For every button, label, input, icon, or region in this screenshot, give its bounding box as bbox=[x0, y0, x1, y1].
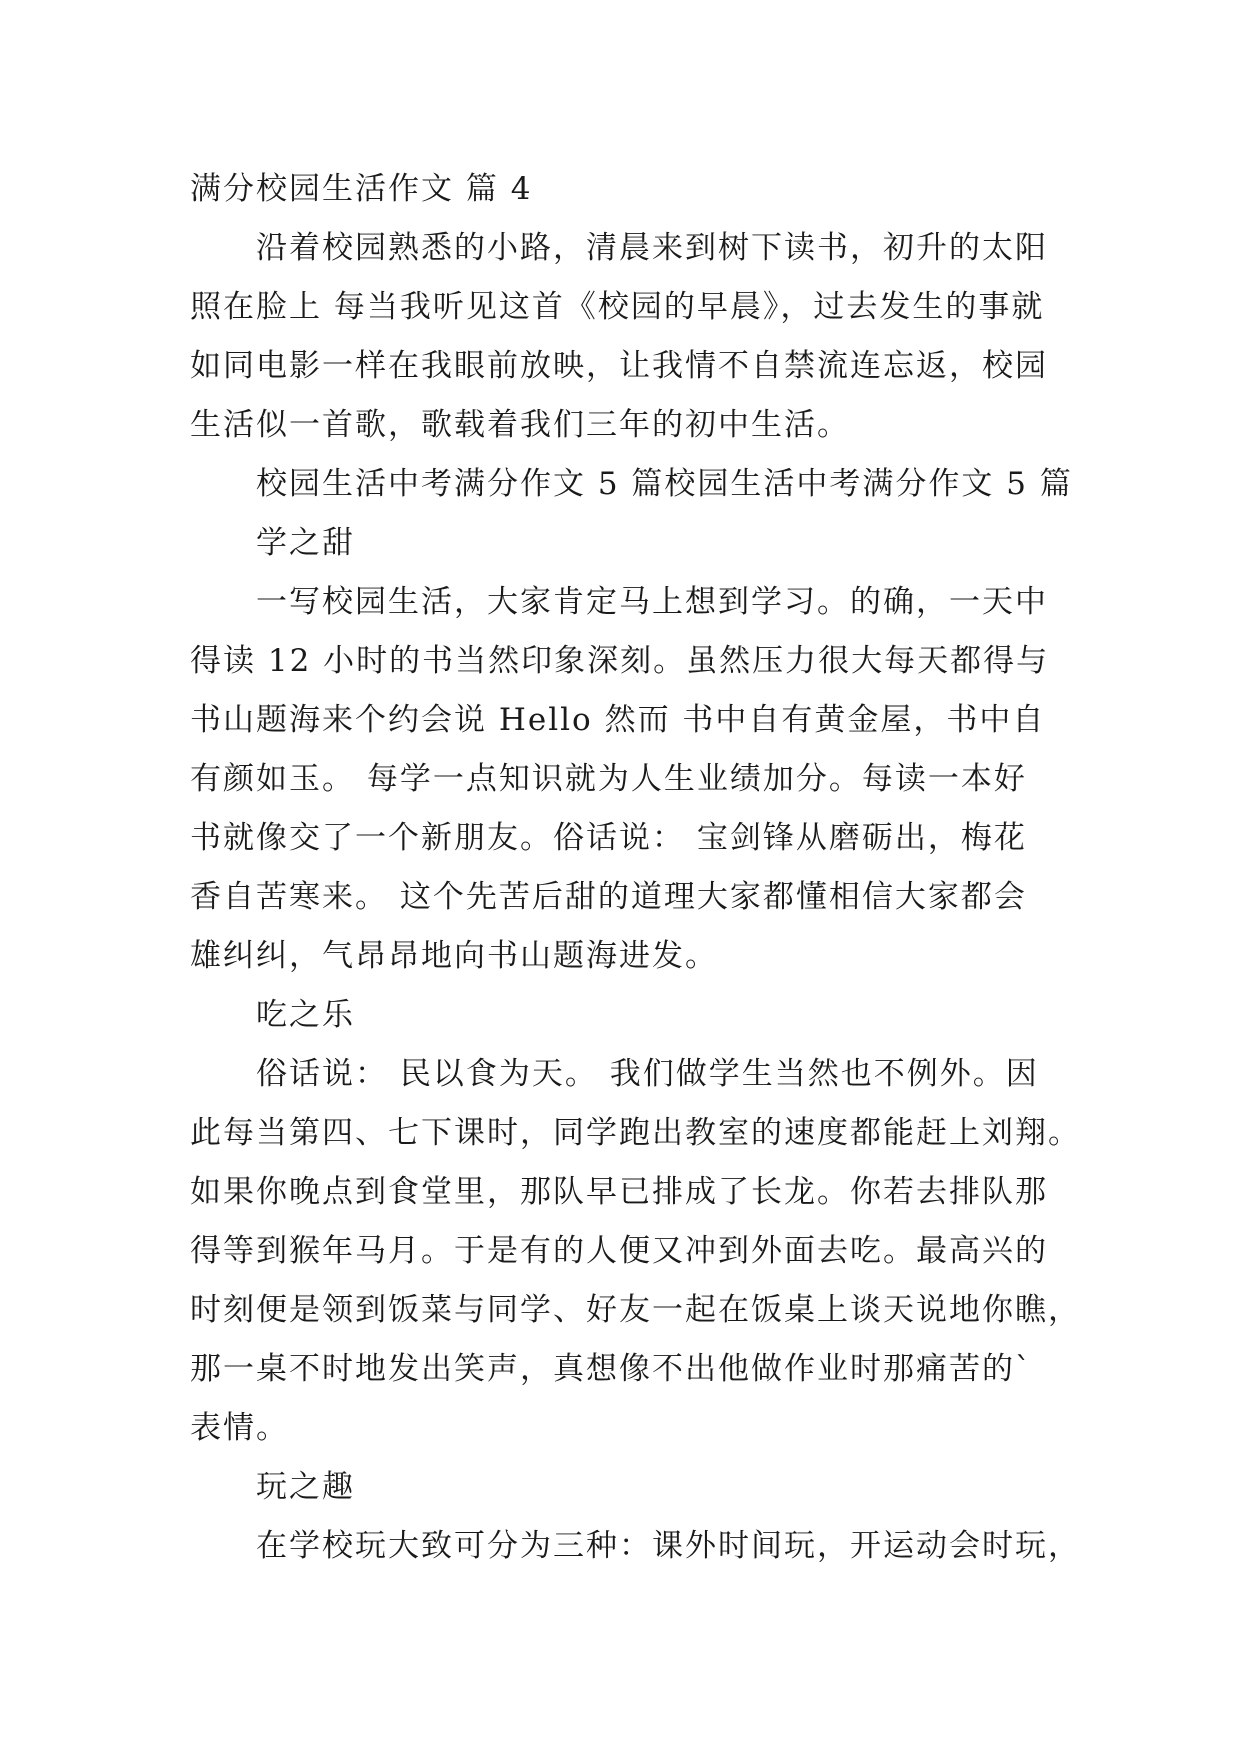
subheading: 吃之乐 bbox=[256, 997, 355, 1033]
paragraph-line: 一写校园生活，大家肯定马上想到学习。的确，一天中 bbox=[256, 584, 1048, 620]
paragraph-line: 照在脸上 每当我听见这首《校园的早晨》，过去发生的事就 bbox=[190, 289, 1045, 325]
paragraph-line: 雄纠纠，气昂昂地向书山题海进发。 bbox=[190, 938, 718, 974]
paragraph-line: 如果你晚点到食堂里，那队早已排成了长龙。你若去排队那 bbox=[190, 1174, 1048, 1210]
section-title: 满分校园生活作文 篇 4 bbox=[190, 171, 533, 207]
paragraph-line: 那一桌不时地发出笑声，真想像不出他做作业时那痛苦的` bbox=[190, 1351, 1033, 1387]
paragraph-line: 校园生活中考满分作文 5 篇校园生活中考满分作文 5 篇 bbox=[256, 466, 1073, 502]
paragraph-line: 得读 12 小时的书当然印象深刻。虽然压力很大每天都得与 bbox=[190, 643, 1050, 679]
paragraph-line: 表情。 bbox=[190, 1410, 289, 1446]
paragraph-line: 时刻便是领到饭菜与同学、好友一起在饭桌上谈天说地你瞧， bbox=[190, 1292, 1081, 1328]
paragraph-line: 书就像交了一个新朋友。俗话说： 宝剑锋从磨砺出，梅花 bbox=[190, 820, 1027, 856]
paragraph-line: 如同电影一样在我眼前放映，让我情不自禁流连忘返，校园 bbox=[190, 348, 1048, 384]
paragraph-line: 俗话说： 民以食为天。 我们做学生当然也不例外。因 bbox=[256, 1056, 1039, 1092]
paragraph-line: 在学校玩大致可分为三种：课外时间玩，开运动会时玩， bbox=[256, 1528, 1081, 1564]
paragraph-line: 此每当第四、七下课时，同学跑出教室的速度都能赶上刘翔。 bbox=[190, 1115, 1081, 1151]
subheading: 玩之趣 bbox=[256, 1469, 355, 1505]
paragraph-line: 生活似一首歌，歌载着我们三年的初中生活。 bbox=[190, 407, 850, 443]
paragraph-line: 香自苦寒来。 这个先苦后甜的道理大家都懂相信大家都会 bbox=[190, 879, 1027, 915]
subheading: 学之甜 bbox=[256, 525, 355, 561]
paragraph-line: 沿着校园熟悉的小路，清晨来到树下读书，初升的太阳 bbox=[256, 230, 1048, 266]
paragraph-line: 得等到猴年马月。于是有的人便又冲到外面去吃。最高兴的 bbox=[190, 1233, 1048, 1269]
paragraph-line: 有颜如玉。 每学一点知识就为人生业绩加分。每读一本好 bbox=[190, 761, 1027, 797]
document-body bbox=[190, 160, 1081, 1576]
paragraph-line: 书山题海来个约会说 Hello 然而 书中自有黄金屋，书中自 bbox=[190, 702, 1046, 738]
